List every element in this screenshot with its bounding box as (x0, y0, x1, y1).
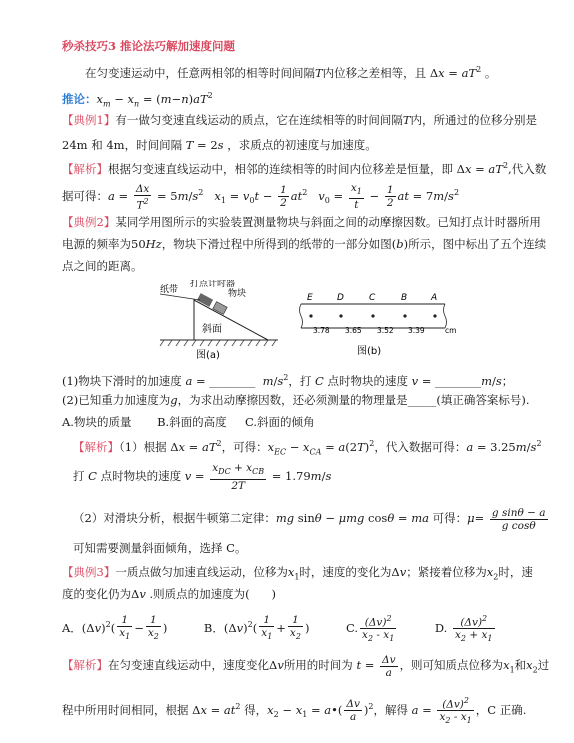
example1-solution-line2: 据可得：a = $\frac{\Delta x}{T^2}$ = $5m/s^2$ $x_1 = v_0t$ − $\frac{1}{2}$ $at^2$ $v_0$ = $\frac{x_1}{t}$ − $\frac{1}{2}$ at = $7m/s^2$ (62, 182, 460, 212)
distance-ed: 3.78 (313, 326, 330, 335)
example2-solution-line3: （2）对滑块分析，根据牛顿第二定律：mg sinθ − μmg cosθ = ma 可得：μ= $\frac{\text{g sinθ − a}}{\text{g cosθ}}$ (73, 506, 546, 532)
example2-solution-line2: 打 C 点时物块的速度 v = $\frac{x_{DC} + x_{CB}}{2T}$ = 1.79m/s (73, 462, 332, 492)
corollary-line: 推论：$x_m - x_n = (m-n)aT^2$ (62, 91, 213, 109)
caption-a: 图(a) (196, 350, 220, 361)
example3-line1: 【典例3】一质点做匀加速直线运动，位移为$x_1$时，速度的变化为Δv；紧接着位移为$x_2$时，速 (62, 565, 533, 582)
point-label-b: B (401, 293, 408, 303)
label-timer: 打点计时器 (190, 280, 236, 289)
example2-solution-line1: 【解析】（1）根据 $\Delta x = aT^2$，可得：$x_{EC} - x_{CA} = a(2T)^2$，代入数据可得：$a = 3.25m/s^2$ (73, 439, 542, 457)
label-tape: 纸带 (160, 285, 179, 295)
point-label-e: E (307, 293, 313, 303)
tape-point-a (433, 314, 436, 317)
distance-cb: 3.52 (377, 326, 394, 335)
label-incline: 斜面 (202, 324, 222, 335)
example2-question2: (2)已知重力加速度为g，为求出动摩擦因数，还必须测量的物理量是_____(填正确答案标号). (62, 393, 530, 407)
distance-dc: 3.65 (345, 326, 362, 335)
example2-line2: 电源的频率为50Hz，物块下滑过程中所得到的纸带的一部分如图(b)所示，图中标出了五个连续 (62, 237, 547, 251)
intro-text: 在匀变速运动中，任意两相邻的相等时间间隔T内位移之差相等，且 $\Delta x = aT^2$ 。 (85, 65, 497, 80)
example3-solution-line1: 【解析】在匀变速直线运动中，速度变化Δv所用的时间为 t = $\frac{\Delta v}{a}$ ，则可知质点位移为$x_1$和$x_2$过 (62, 653, 550, 679)
tape-point-e (309, 314, 312, 317)
example1-line1: 【典例1】有一做匀变速直线运动的质点，它在连续相等的时间间隔T内，所通过的位移分别是 (62, 113, 537, 127)
example3-solution-line2: 程中所用时间相同，根据 $\Delta x = at^2$ 得，$x_2 - x_1$ = a•( $\frac{\Delta v}{a}$ )$^2$，解得 a = $\frac{(\Delta v)^2}{x_2 - x_1}$ ，C 正确. (62, 695, 527, 726)
example1-solution-line1: 【解析】根据匀变速直线运动中，相邻的连续相等的时间内位移差是恒量，即 $\Delta x = aT^2$,代入数 (62, 161, 547, 176)
example1-line2: 24m 和 4m，时间间隔 T = 2s ，求质点的初速度与加速度。 (62, 138, 377, 152)
figure-b-tape (295, 290, 465, 362)
point-label-c: C (369, 293, 376, 303)
example2-options: A.物块的质量 B.斜面的高度 C.斜面的倾角 (62, 415, 315, 429)
example2-question1: (1)物块下滑时的加速度 a = ________ $m/s^2$，打 C 点时物块的速度 v = ________m/s； (62, 373, 514, 388)
caption-b: 图(b) (357, 346, 382, 357)
distance-ba: 3.39 (408, 326, 425, 335)
distance-unit: cm (445, 326, 457, 335)
figure-a-incline (150, 280, 280, 362)
example2-line3: 点之间的距离。 (62, 259, 143, 273)
example2-line1: 【典例2】某同学用图所示的实验装置测量物块与斜面之间的动摩擦因数。已知打点计时器所用 (62, 215, 541, 229)
corollary-label: 推论： (62, 91, 97, 106)
point-label-d: D (337, 293, 344, 303)
point-label-a: A (431, 293, 438, 303)
example2-solution-line4: 可知需要测量斜面倾角，选择 C。 (73, 541, 247, 555)
tape-point-c (371, 314, 374, 317)
section-heading: 秒杀技巧3 推论法巧解加速度问题 (62, 39, 236, 53)
tape-point-d (339, 314, 342, 317)
label-block: 物块 (228, 289, 247, 299)
example3-options: A．$(\Delta v)^2$( $\frac{1}{x_1}$ − $\frac{1}{x_2}$ ) B．$(\Delta v)^2$( $\frac{1}{x_1}$ + $\frac{1}{x_2}$ ) C. $\frac{(\Delta v)^2}{x_2 - x_1}$ D. $\frac{(\Delta v)^2}{x_2 + x_1}$ (62, 613, 493, 644)
tape-point-b (403, 314, 406, 317)
example3-line2: 度的变化仍为Δv .则质点的加速度为( ) (62, 587, 277, 601)
